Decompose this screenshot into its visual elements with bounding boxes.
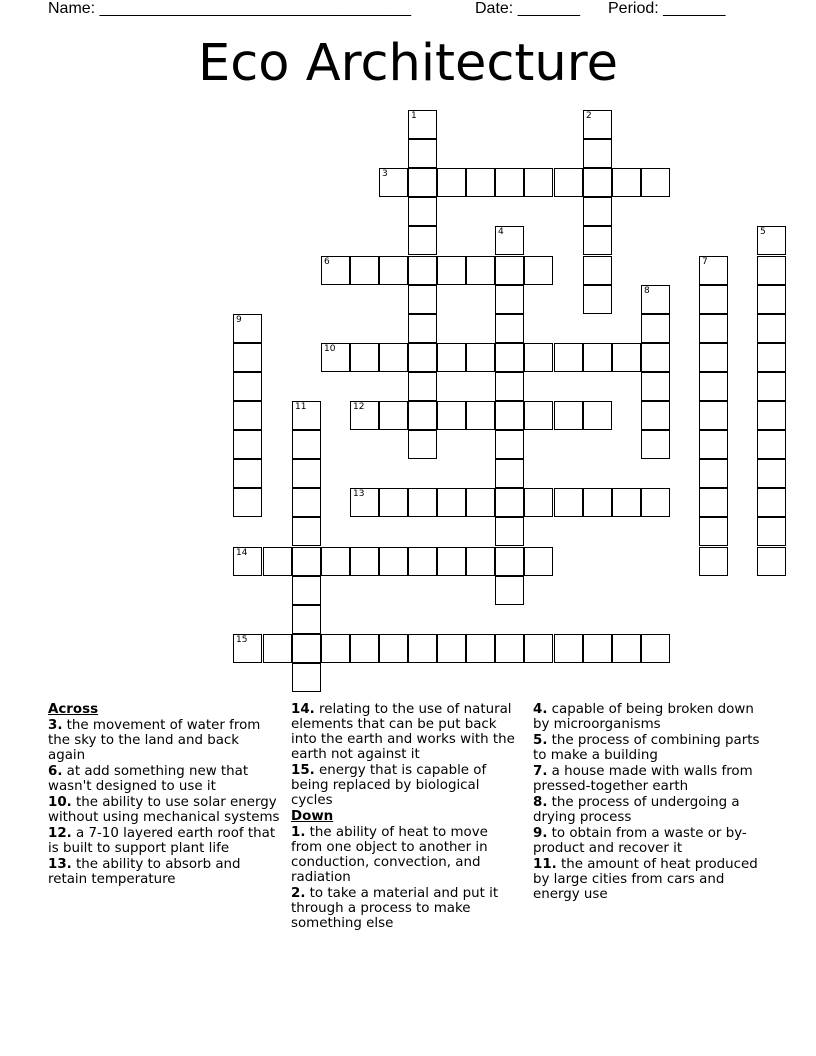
grid-cell[interactable] (408, 110, 437, 139)
clue-number-label: 12. (48, 826, 72, 841)
clue (48, 857, 280, 887)
grid-cell[interactable] (408, 372, 437, 401)
grid-cell[interactable] (699, 256, 728, 285)
grid-cell[interactable] (699, 285, 728, 314)
grid-cell[interactable] (408, 547, 437, 576)
grid-cell[interactable] (466, 488, 495, 517)
grid-cell[interactable] (292, 634, 321, 663)
grid-cell[interactable] (233, 430, 262, 459)
grid-cell[interactable] (757, 488, 786, 517)
grid-cell[interactable] (495, 372, 524, 401)
grid-cell[interactable] (379, 634, 408, 663)
grid-cell[interactable] (699, 488, 728, 517)
grid-cell[interactable] (350, 401, 379, 430)
name-field: Name: ___________________________________ (48, 0, 412, 17)
grid-cell[interactable] (641, 285, 670, 314)
grid-cell[interactable] (699, 372, 728, 401)
grid-cell[interactable] (379, 343, 408, 372)
grid-cell[interactable] (321, 343, 350, 372)
grid-cell[interactable] (612, 343, 641, 372)
clues-column-2 (291, 702, 523, 932)
clues-column-1 (48, 702, 280, 888)
clue-number: 9 (236, 315, 242, 325)
clue-text: the movement of water from the sky to the land and back again (48, 718, 261, 763)
clue (533, 764, 765, 794)
grid-cell[interactable] (379, 401, 408, 430)
grid-cell[interactable] (292, 605, 321, 634)
grid-cell[interactable] (641, 168, 670, 197)
clue-number-label: 10. (48, 795, 72, 810)
grid-cell[interactable] (233, 547, 262, 576)
grid-cell[interactable] (437, 634, 466, 663)
down-heading: Down (291, 809, 334, 824)
grid-cell[interactable] (437, 401, 466, 430)
clue-number: 2 (586, 111, 592, 121)
clue-number-label: 6. (48, 764, 63, 779)
grid-cell[interactable] (757, 547, 786, 576)
clue-number-label: 5. (533, 733, 548, 748)
clue-text: the process of undergoing a drying process (533, 795, 740, 825)
clue-text: at add something new that wasn't designed to use it (48, 764, 249, 794)
grid-cell[interactable] (524, 488, 553, 517)
clue-number: 8 (644, 286, 650, 296)
clue-number-label: 2. (291, 886, 306, 901)
grid-cell[interactable] (408, 256, 437, 285)
grid-cell[interactable] (408, 139, 437, 168)
grid-cell[interactable] (408, 226, 437, 255)
clue (533, 733, 765, 763)
grid-cell[interactable] (292, 488, 321, 517)
grid-cell[interactable] (495, 256, 524, 285)
grid-cell[interactable] (757, 459, 786, 488)
clue-text: the amount of heat produced by large cities from cars and energy use (533, 857, 758, 902)
clue (291, 702, 523, 762)
grid-cell[interactable] (321, 547, 350, 576)
grid-cell[interactable] (233, 343, 262, 372)
grid-cell[interactable] (495, 285, 524, 314)
grid-cell[interactable] (292, 459, 321, 488)
grid-cell[interactable] (437, 168, 466, 197)
grid-cell[interactable] (641, 343, 670, 372)
grid-cell[interactable] (408, 401, 437, 430)
grid-cell[interactable] (757, 372, 786, 401)
clue (291, 825, 523, 885)
grid-cell[interactable] (524, 547, 553, 576)
grid-cell[interactable] (495, 488, 524, 517)
grid-cell[interactable] (408, 168, 437, 197)
clue-number: 6 (324, 257, 330, 267)
clues-column-3 (533, 702, 765, 903)
grid-cell[interactable] (408, 285, 437, 314)
grid-cell[interactable] (495, 576, 524, 605)
grid-cell[interactable] (379, 168, 408, 197)
clue-number-label: 9. (533, 826, 548, 841)
grid-cell[interactable] (641, 314, 670, 343)
grid-cell[interactable] (408, 488, 437, 517)
grid-cell[interactable] (699, 547, 728, 576)
grid-cell[interactable] (612, 634, 641, 663)
clue-number-label: 13. (48, 857, 72, 872)
grid-cell[interactable] (583, 110, 612, 139)
grid-cell[interactable] (350, 634, 379, 663)
grid-cell[interactable] (379, 256, 408, 285)
clue-text: the ability to use solar energy without using mechanical systems (48, 795, 280, 825)
grid-cell[interactable] (292, 576, 321, 605)
clue-text: a house made with walls from pressed-together earth (533, 764, 753, 794)
grid-cell[interactable] (583, 226, 612, 255)
grid-cell[interactable] (379, 488, 408, 517)
clue-number: 4 (498, 227, 504, 237)
clue (533, 702, 765, 732)
grid-cell[interactable] (437, 343, 466, 372)
grid-cell[interactable] (524, 256, 553, 285)
grid-cell[interactable] (233, 314, 262, 343)
grid-cell[interactable] (495, 634, 524, 663)
grid-cell[interactable] (757, 401, 786, 430)
clue-number: 1 (411, 111, 417, 121)
grid-cell[interactable] (757, 517, 786, 546)
clue-number: 14 (236, 548, 248, 558)
clue-number-label: 8. (533, 795, 548, 810)
grid-cell[interactable] (466, 343, 495, 372)
grid-cell[interactable] (408, 634, 437, 663)
clue-number-label: 3. (48, 718, 63, 733)
grid-cell[interactable] (437, 488, 466, 517)
grid-cell[interactable] (408, 197, 437, 226)
grid-cell[interactable] (757, 285, 786, 314)
grid-cell[interactable] (233, 401, 262, 430)
grid-cell[interactable] (699, 459, 728, 488)
grid-cell[interactable] (437, 547, 466, 576)
grid-cell[interactable] (757, 430, 786, 459)
clue (48, 764, 280, 794)
grid-cell[interactable] (233, 634, 262, 663)
grid-cell[interactable] (321, 634, 350, 663)
grid-cell[interactable] (641, 430, 670, 459)
grid-cell[interactable] (699, 314, 728, 343)
clue-number-label: 4. (533, 702, 548, 717)
grid-cell[interactable] (263, 547, 292, 576)
clue (48, 718, 280, 763)
clue-number-label: 1. (291, 825, 306, 840)
clue-number: 11 (295, 402, 307, 412)
grid-cell[interactable] (583, 139, 612, 168)
grid-cell[interactable] (699, 343, 728, 372)
grid-cell[interactable] (699, 401, 728, 430)
grid-cell[interactable] (408, 343, 437, 372)
clue-number: 3 (382, 169, 388, 179)
clue-text: a 7-10 layered earth roof that is built to support plant life (48, 826, 276, 856)
clue-text: to take a material and put it through a process to make something else (291, 886, 499, 931)
grid-cell[interactable] (554, 488, 583, 517)
grid-cell[interactable] (495, 314, 524, 343)
grid-cell[interactable] (524, 401, 553, 430)
grid-cell[interactable] (641, 372, 670, 401)
grid-cell[interactable] (263, 634, 292, 663)
across-clues-a (48, 718, 280, 887)
grid-cell[interactable] (495, 168, 524, 197)
clue-number: 15 (236, 635, 248, 645)
grid-cell[interactable] (757, 256, 786, 285)
grid-cell[interactable] (466, 256, 495, 285)
grid-cell[interactable] (641, 488, 670, 517)
grid-cell[interactable] (612, 168, 641, 197)
grid-cell[interactable] (583, 256, 612, 285)
clue-text: capable of being broken down by microorganisms (533, 702, 754, 732)
grid-cell[interactable] (554, 343, 583, 372)
clue-text: energy that is capable of being replaced by biological cycles (291, 763, 487, 808)
grid-cell[interactable] (379, 547, 408, 576)
clue-text: the process of combining parts to make a building (533, 733, 760, 763)
grid-cell[interactable] (641, 401, 670, 430)
clue (533, 857, 765, 902)
grid-cell[interactable] (292, 517, 321, 546)
grid-cell[interactable] (495, 226, 524, 255)
grid-cell[interactable] (583, 197, 612, 226)
grid-cell[interactable] (495, 517, 524, 546)
clue-number: 12 (353, 402, 365, 412)
clue-number: 7 (702, 257, 708, 267)
grid-cell[interactable] (437, 256, 466, 285)
grid-cell[interactable] (554, 401, 583, 430)
clue (291, 763, 523, 808)
grid-cell[interactable] (466, 168, 495, 197)
grid-cell[interactable] (524, 634, 553, 663)
grid-cell[interactable] (524, 343, 553, 372)
grid-cell[interactable] (583, 488, 612, 517)
grid-cell[interactable] (292, 430, 321, 459)
grid-cell[interactable] (699, 517, 728, 546)
grid-cell[interactable] (350, 547, 379, 576)
grid-cell[interactable] (233, 459, 262, 488)
grid-cell[interactable] (292, 401, 321, 430)
clue-number-label: 14. (291, 702, 315, 717)
grid-cell[interactable] (350, 488, 379, 517)
grid-cell[interactable] (554, 634, 583, 663)
across-heading: Across (48, 702, 99, 717)
grid-cell[interactable] (757, 314, 786, 343)
grid-cell[interactable] (466, 547, 495, 576)
grid-cell[interactable] (350, 343, 379, 372)
date-field: Date: _______ (475, 0, 580, 17)
clue-number: 10 (324, 344, 336, 354)
grid-cell[interactable] (583, 285, 612, 314)
clue-text: the ability of heat to move from one object to another in conduction, convection, and radiation (291, 825, 488, 885)
down-clues-a (291, 825, 523, 931)
grid-cell[interactable] (641, 634, 670, 663)
grid-cell[interactable] (699, 430, 728, 459)
clue (291, 886, 523, 931)
grid-cell[interactable] (408, 430, 437, 459)
grid-cell[interactable] (466, 634, 495, 663)
clue-number-label: 15. (291, 763, 315, 778)
clue (533, 826, 765, 856)
grid-cell[interactable] (554, 168, 583, 197)
down-clues-b (533, 702, 765, 902)
grid-cell[interactable] (495, 343, 524, 372)
across-clues-b (291, 702, 523, 808)
grid-cell[interactable] (466, 401, 495, 430)
grid-cell[interactable] (495, 547, 524, 576)
grid-cell[interactable] (350, 256, 379, 285)
clue (48, 826, 280, 856)
grid-cell[interactable] (612, 488, 641, 517)
clue-text: to obtain from a waste or by-product and recover it (533, 826, 747, 856)
grid-cell[interactable] (233, 372, 262, 401)
grid-cell[interactable] (408, 314, 437, 343)
grid-cell[interactable] (524, 168, 553, 197)
grid-cell[interactable] (757, 343, 786, 372)
clue-number-label: 7. (533, 764, 548, 779)
grid-cell[interactable] (583, 401, 612, 430)
grid-cell[interactable] (495, 401, 524, 430)
grid-cell[interactable] (583, 168, 612, 197)
page-title: Eco Architecture (198, 34, 618, 93)
clue-text: relating to the use of natural elements that can be put back into the earth and works with the earth not against it (291, 702, 515, 762)
grid-cell[interactable] (292, 663, 321, 692)
grid-cell[interactable] (292, 547, 321, 576)
grid-cell[interactable] (321, 256, 350, 285)
grid-cell[interactable] (757, 226, 786, 255)
grid-cell[interactable] (583, 634, 612, 663)
clue-number: 13 (353, 489, 365, 499)
grid-cell[interactable] (495, 459, 524, 488)
clue (48, 795, 280, 825)
clue (533, 795, 765, 825)
period-field: Period: _______ (608, 0, 726, 17)
clue-number-label: 11. (533, 857, 557, 872)
grid-cell[interactable] (495, 430, 524, 459)
clue-number: 5 (760, 227, 766, 237)
clue-text: the ability to absorb and retain temperature (48, 857, 241, 887)
grid-cell[interactable] (583, 343, 612, 372)
grid-cell[interactable] (233, 488, 262, 517)
